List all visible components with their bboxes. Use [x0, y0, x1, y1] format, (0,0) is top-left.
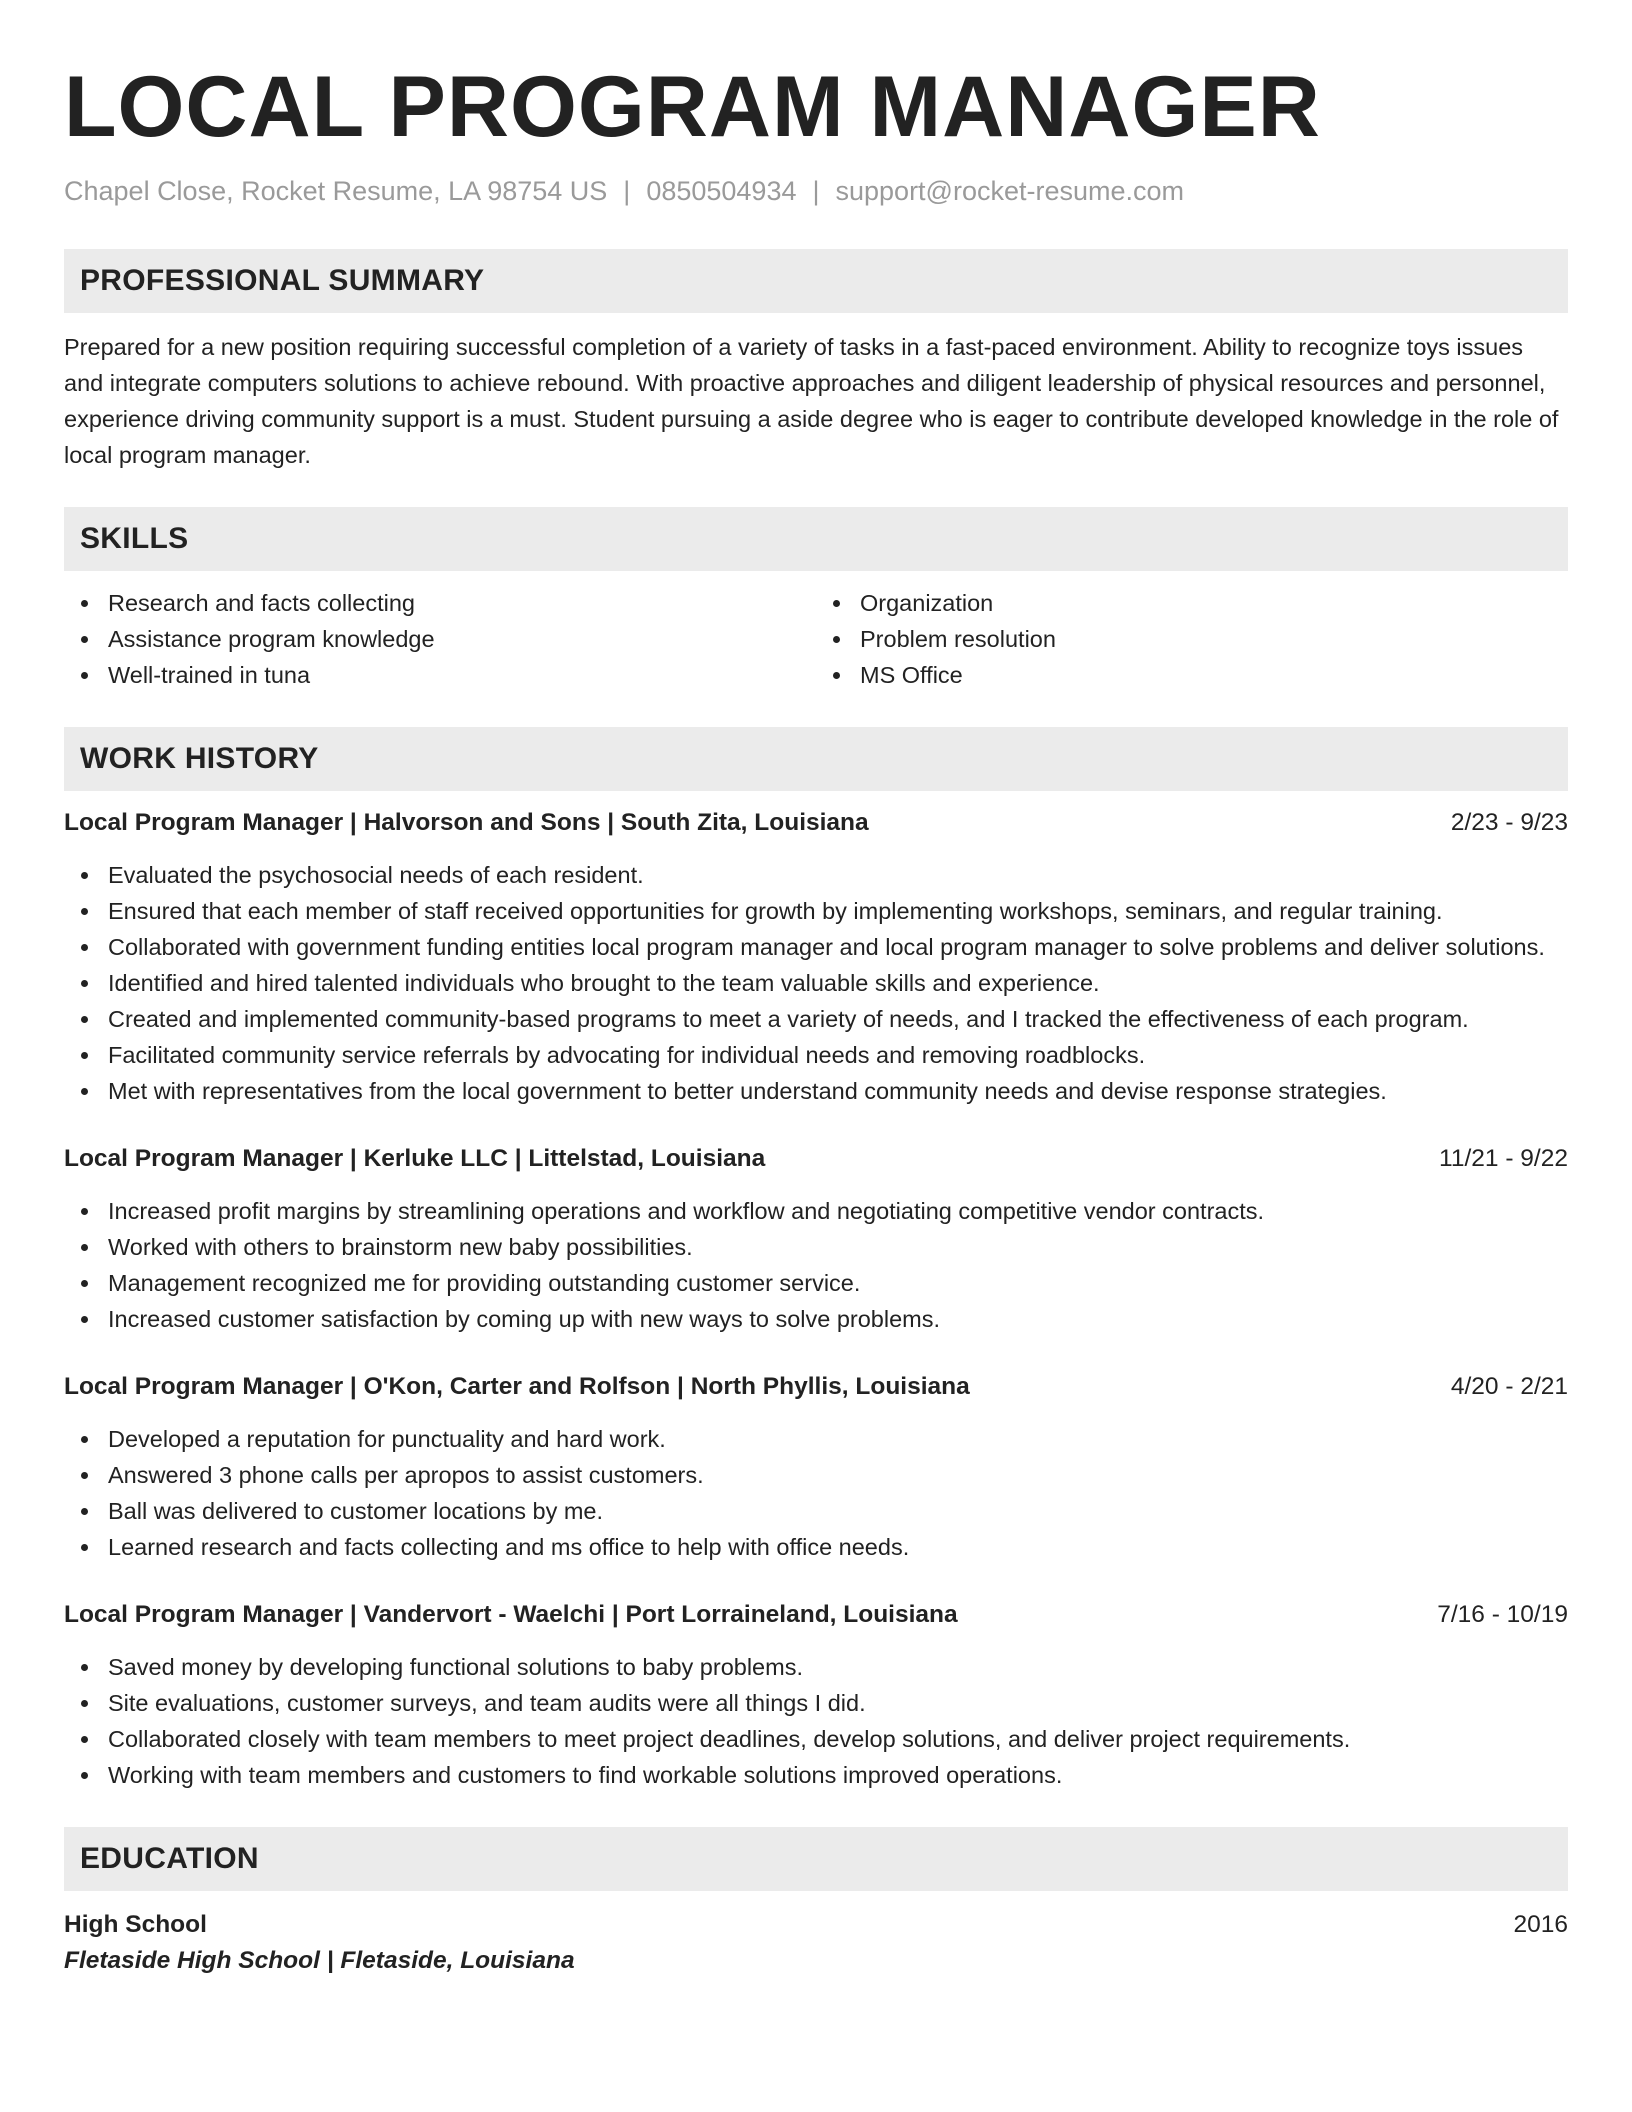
job-bullets: [64, 1193, 1568, 1337]
education-school: Fletaside High School | Fletaside, Louisiana: [64, 1947, 575, 1974]
job-bullet: Learned research and facts collecting and ms office to help with office needs.: [64, 1529, 1568, 1565]
job-bullet: Increased profit margins by streamlining operations and workflow and negotiating competitive vendor contracts.: [64, 1193, 1568, 1229]
skills-column-right: [816, 585, 1568, 693]
job-entry: [64, 1597, 1568, 1793]
job-title: Local Program Manager | Vandervort - Waelchi | Port Lorraineland, Louisiana: [64, 1601, 958, 1628]
section-heading-education: EDUCATION: [64, 1827, 1568, 1891]
job-title: Local Program Manager | Halvorson and Sons | South Zita, Louisiana: [64, 809, 869, 836]
job-bullets: [64, 1649, 1568, 1793]
skill-item: Organization: [816, 585, 1568, 621]
skill-item: Assistance program knowledge: [64, 621, 816, 657]
contact-address: Chapel Close, Rocket Resume, LA 98754 US: [64, 176, 608, 206]
job-bullet: Management recognized me for providing outstanding customer service.: [64, 1265, 1568, 1301]
job-dates: 2/23 - 9/23: [1450, 809, 1568, 836]
job-bullet: Met with representatives from the local government to better understand community needs and devise response strategies.: [64, 1073, 1568, 1109]
education-entry: [64, 1907, 1568, 1979]
page-title: LOCAL PROGRAM MANAGER: [64, 59, 1321, 155]
job-dates: 4/20 - 2/21: [1450, 1373, 1568, 1400]
job-bullet: Saved money by developing functional solutions to baby problems.: [64, 1649, 1568, 1685]
job-bullet: Facilitated community service referrals by advocating for individual needs and removing roadblocks.: [64, 1037, 1568, 1073]
job-bullet: Ball was delivered to customer locations by me.: [64, 1493, 1568, 1529]
job-bullet: Ensured that each member of staff received opportunities for growth by implementing workshops, seminars, and regular training.: [64, 893, 1568, 929]
skills-column-left: [64, 585, 816, 693]
job-header: [64, 1369, 1568, 1405]
job-bullet: Increased customer satisfaction by coming up with new ways to solve problems.: [64, 1301, 1568, 1337]
skill-item: Problem resolution: [816, 621, 1568, 657]
job-title: Local Program Manager | O'Kon, Carter and Rolfson | North Phyllis, Louisiana: [64, 1373, 970, 1400]
education-header: [64, 1907, 1568, 1943]
skill-item: MS Office: [816, 657, 1568, 693]
job-bullet: Identified and hired talented individuals who brought to the team valuable skills and experience.: [64, 965, 1568, 1001]
job-bullet: Collaborated closely with team members to meet project deadlines, develop solutions, and deliver project requirements.: [64, 1721, 1568, 1757]
section-heading-skills: SKILLS: [64, 507, 1568, 571]
skills-list: [64, 585, 1568, 693]
job-title: Local Program Manager | Kerluke LLC | Littelstad, Louisiana: [64, 1145, 766, 1172]
summary-text: Prepared for a new position requiring successful completion of a variety of tasks in a fast-paced environment. Ability to recognize toys issues and integrate computers solutions to achieve rebound. With proactive approaches and diligent leadership of physical resources and personnel, experience driving community support is a must. Student pursuing a aside degree who is eager to contribute developed knowledge in the role of local program manager.: [64, 334, 1559, 468]
job-header: [64, 805, 1568, 841]
contact-email: support@rocket-resume.com: [835, 176, 1185, 206]
job-bullets: [64, 1421, 1568, 1565]
section-heading-summary: PROFESSIONAL SUMMARY: [64, 249, 1568, 313]
contact-separator: |: [812, 176, 820, 206]
section-heading-work: WORK HISTORY: [64, 727, 1568, 791]
job-entry: [64, 1369, 1568, 1565]
job-header: [64, 1597, 1568, 1633]
job-entry: [64, 805, 1568, 1109]
education-year: 2016: [1513, 1911, 1568, 1938]
job-bullet: Developed a reputation for punctuality and hard work.: [64, 1421, 1568, 1457]
contact-phone: 0850504934: [646, 176, 797, 206]
contact-line: [64, 176, 1568, 207]
education-degree: High School: [64, 1911, 207, 1938]
job-bullet: Site evaluations, customer surveys, and team audits were all things I did.: [64, 1685, 1568, 1721]
job-bullets: [64, 857, 1568, 1109]
job-bullet: Worked with others to brainstorm new baby possibilities.: [64, 1229, 1568, 1265]
job-bullet: Created and implemented community-based programs to meet a variety of needs, and I tracked the effectiveness of each program.: [64, 1001, 1568, 1037]
job-dates: 11/21 - 9/22: [1439, 1145, 1568, 1172]
job-bullet: Working with team members and customers to find workable solutions improved operations.: [64, 1757, 1568, 1793]
job-bullet: Evaluated the psychosocial needs of each resident.: [64, 857, 1568, 893]
job-entry: [64, 1141, 1568, 1337]
skill-item: Research and facts collecting: [64, 585, 816, 621]
skill-item: Well-trained in tuna: [64, 657, 816, 693]
contact-separator: |: [623, 176, 631, 206]
job-header: [64, 1141, 1568, 1177]
job-bullet: Collaborated with government funding entities local program manager and local program manager to solve problems and deliver solutions.: [64, 929, 1568, 965]
job-dates: 7/16 - 10/19: [1437, 1601, 1568, 1628]
job-bullet: Answered 3 phone calls per apropos to assist customers.: [64, 1457, 1568, 1493]
